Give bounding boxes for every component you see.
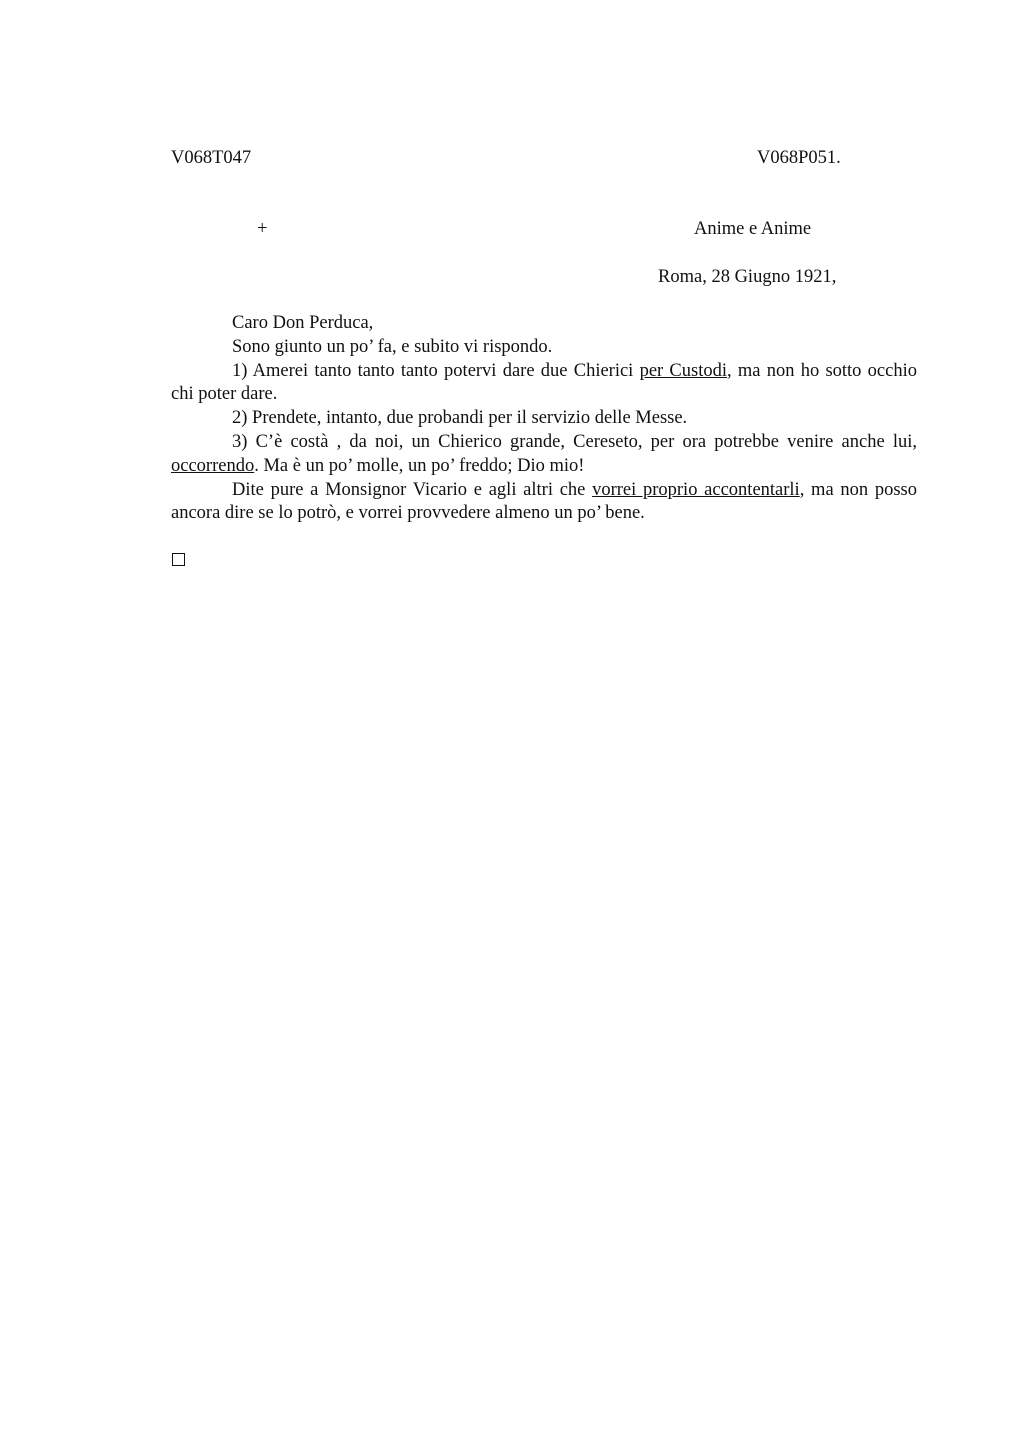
- paragraph-3-underlined: occorrendo: [171, 455, 255, 476]
- motto: Anime e Anime: [694, 219, 812, 239]
- paragraph-4-text-a: Dite pure a Monsignor Vicario e agli altri che: [232, 479, 593, 500]
- paragraph-2: 2) Prendete, intanto, due probandi per il servizio delle Messe.: [232, 408, 688, 429]
- paragraph-4-text-b: , ma non posso ancora dire se lo potrò, e vorrei provvedere almeno un po’ bene.: [171, 479, 917, 524]
- salutation: Caro Don Perduca,: [232, 313, 374, 333]
- paragraph-4: [171, 479, 917, 527]
- cross-mark: +: [257, 219, 268, 239]
- intro-paragraph: Sono giunto un po’ fa, e subito vi rispondo.: [232, 336, 553, 357]
- letter-body: [171, 312, 917, 526]
- paragraph-1: [171, 360, 917, 408]
- paragraph-3-text-b: . Ma è un po’ molle, un po’ freddo; Dio mio!: [254, 455, 585, 476]
- document-code-right: V068P051.: [757, 148, 841, 168]
- paragraph-4-underlined: vorrei proprio accontentarli: [592, 479, 800, 500]
- paragraph-1-underlined: per Custodi: [639, 360, 727, 381]
- paragraph-3: [171, 431, 917, 479]
- paragraph-1-text-b: , ma non ho sotto occhio chi poter dare.: [171, 360, 917, 405]
- dateline: Roma, 28 Giugno 1921,: [658, 267, 837, 287]
- paragraph-1-text-a: 1) Amerei tanto tanto tanto potervi dare due Chierici: [232, 360, 640, 381]
- document-code-left: V068T047: [171, 148, 252, 168]
- paragraph-3-text-a: 3) C’è costà , da noi, un Chierico grande, Cereseto, per ora potrebbe venire anche lui,: [232, 431, 917, 452]
- square-outline-icon: [172, 553, 185, 566]
